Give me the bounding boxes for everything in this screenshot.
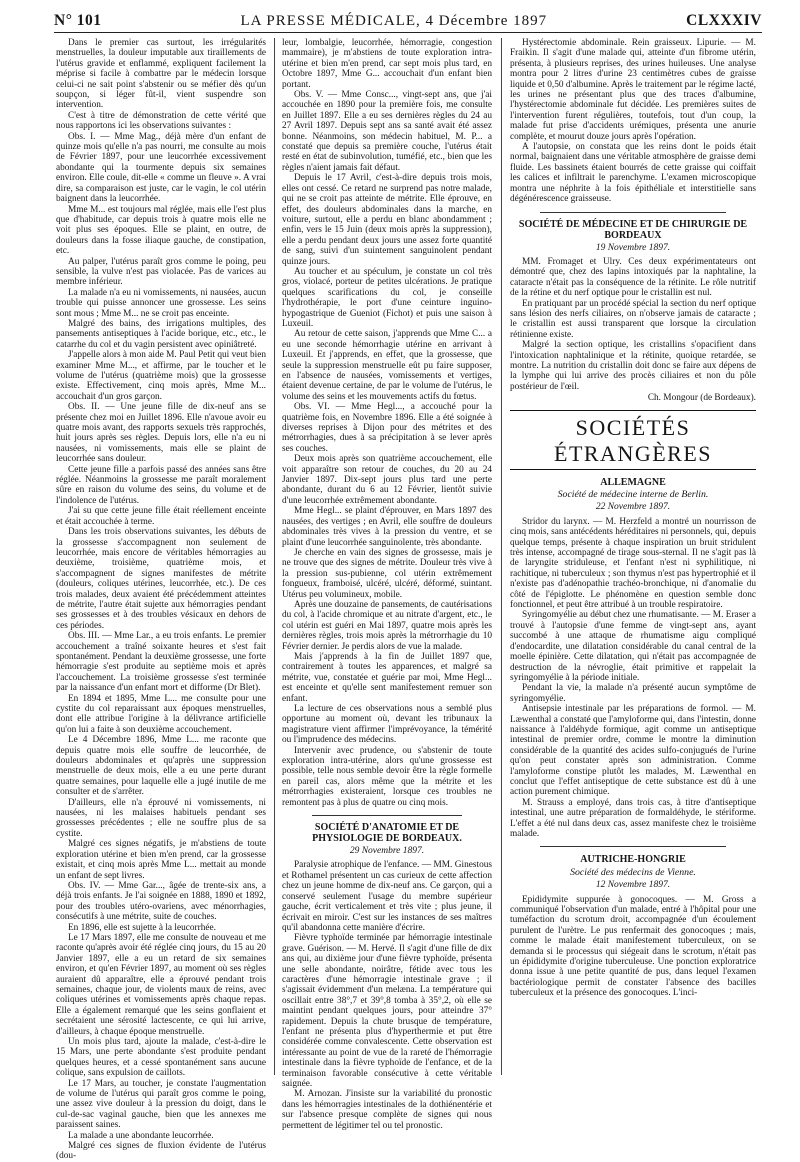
paragraph: La lecture de ces observations nous a semblé plus opportune au moment où, devant les tribunaux la magistrature vient affirmer l'imprévoyance, la témérité ou l'imprudence des médecins. [282,704,492,746]
paragraph: M. Strauss a employé, dans trois cas, à titre d'antiseptique intestinal, une autre préparation de formaldéhyde, le stériforme. L'effet a été nul dans deux cas, assez manifeste chez le troisième malade. [510,797,756,839]
paragraph: En 1896, elle est sujette à la leucorrhée. [68,922,216,933]
issue-number: N° 101 [54,12,102,29]
paragraph: La malade a une abondante leucorrhée. [68,1130,214,1141]
paragraph: La malade n'a eu ni vomissements, ni nausées, aucun trouble qui puisse annoncer une grossesse. Les seins sont mous ; Mme M... ne se croit pas enceinte. [56,287,266,319]
paragraph: Obs. II. — Une jeune fille de dix-neuf ans se présente chez moi en Juillet 1896. Elle n'avoue avoir eu quatre mois avant, des rapports sexuels très rapprochés, huit jours après ses règles. Depuis lors, elle n'a eu ni nausées, ni vomissements, mais elle se plaint de leucorrhée sans douleur. [56,402,266,465]
column-3 [510,38,756,1073]
paragraph: Obs. I. — Mme Mag., déjà mère d'un enfant de quinze mois qu'elle n'a pas nourri, me consulte au mois de Février 1897, pour une leucorrhée excessivement abondante qui la tourmente depuis six semaines environ. Elle coule, dit-elle « comme un fleuve ». A vrai dire, sa comparaison est juste, car le vagin, le col utérin baignent dans la leucorrhée. [56,131,266,205]
paragraph: Je cherche en vain des signes de grossesse, mais je ne trouve que des signes de métrite. Douleur très vive à la pression sus-pubienne, col utérin extrêmement fongueux, framboisé, ulcéré, ulcéré, déformé, suintant. Utérus peu volumineux, mobile. [282,547,492,600]
paragraph: Pendant la vie, la malade n'a présenté aucun symptôme de syringomyélie. [510,683,756,704]
paragraph: Stridor du larynx. — M. Herzfeld a montré un nourrisson de cinq mois, sans antécédents héréditaires ni personnels, qui, depuis quelque temps, présente à chaque inspiration un bruit stridulent très intense, accompagné de tirage sous-sternal. Il ne s'agit pas là de laryngite striduleuse, et l'enfant n'est ni syphilitique, ni rachitique, ni tuberculeux ; son thymus n'est pas hypertrophié et il n'existe pas d'adénopathie trachéo-bronchique, ni d'anomalie du côté de l'épiglotte. Le phénomène en question semble donc fonctionnel, et peut être attribué à un trouble respiratoire. [510,516,756,611]
column-divider [501,38,502,1075]
paragraph: A l'autopsie, on constata que les reins dont le poids était normal, baignaient dans une véritable atmosphère de graisse demi fluide. Les bassinets étaient bourrés de cette graisse qui coiffait les calices et infiltrait le parenchyme. L'examen microscopique montra une néphrite à la fois épithéliale et interstitielle sans dégénérescence graisseuse. [510,142,756,205]
heading-rule [510,469,756,470]
heading-rule [510,410,756,411]
paragraph: Après une douzaine de pansements, de cautérisations du col, à l'acide chromique et au nitrate d'argent, etc., le col utérin est guéri en Mai 1897, quatre mois après les dernières règles, trois mois après la métrorrhagie du 10 Février dernier. Je perdis alors de vue la malade. [282,599,492,652]
paragraph: Mme Hegl... se plaint d'éprouver, en Mars 1897 des nausées, des vertiges ; en Avril, elle souffre de douleurs abdominales très vives à la pression du ventre, et se plaint d'une leucorrhée sanguinolente, très abondante. [282,506,492,548]
paragraph: Le 17 Mars, au toucher, je constate l'augmentation de volume de l'utérus qui paraît gros comme le poing, une assez vive douleur à la pression du doigt, dans le cul-de-sac vaginal gauche, bien que les annexes me paraissent saines. [56,1078,266,1131]
journal-title: LA PRESSE MÉDICALE, 4 Décembre 1897 [240,13,548,29]
paragraph: Au toucher et au spéculum, je constate un col très gros, violacé, porteur de petites ulcérations. Je pratique quelques scarifications du col, je conseille l'hydrothérapie, le port d'une ceinture inguino-hypogastrique de Gueniot (Fichot) et puis une saison à Luxeuil. [282,266,492,329]
paragraph: Depuis le 17 Avril, c'est-à-dire depuis trois mois, elles ont cessé. Ce retard ne surprend pas notre malade, qui ne se croit pas atteinte de métrite. Elle éprouve, en effet, des douleurs abdominales dans la marche, en voiture, surtout, elle a perdu en blanc abondamment ; enfin, vers le 15 Juin (deux mois après la suppression), elle a perdu pendant deux jours une assez forte quantité de sang, suivi d'un suintement sanguinolent pendant quinze jours. [282,173,492,267]
paragraph: Dans le premier cas surtout, les irrégularités menstruelles, la douleur imputable aux tiraillements de l'utérus gravide et enflammé, expliquent facilement la méprise si facile à combattre par le médecin lorsque celui-ci ne sait point s'abstenir ou se méfier dès qu'un soupçon, si léger fût-il, vient suspendre son intervention. [56,38,266,111]
paragraph: Mais j'apprends à la fin de Juillet 1897 que, contrairement à toutes les apparences, et malgré sa métrite, vue, constatée et guérie par moi, Mme Hegl... est enceinte et qu'elle sent manifestement remuer son enfant. [282,651,492,704]
paragraph: Paralysie atrophique de l'enfance. — MM. Ginestous et Rothamel présentent un cas curieux de cette affection chez un jeune homme de dix-neuf ans. Ce garçon, qui a conservé seulement l'usage du membre supérieur gauche, écrit verticalement et très vite ; plus jeune, il écrivait en miroir. C'est sur les instances de ses maîtres qu'il abandonna cette manière d'écrire. [282,860,492,933]
foreign-societies-heading: SOCIÉTÉS ÉTRANGÈRES [554,414,712,466]
page-number: CLXXXIV [686,12,762,29]
section-date: 19 Novembre 1897. [595,242,671,253]
section-date: 12 Novembre 1897. [595,880,671,891]
paragraph: Obs. III. — Mme Lar., a eu trois enfants. Le premier accouchement a traîné soixante heures et s'est fait spontanément. Pendant la deuxième grossesse, une forte hémorragie s'est produite au septième mois et après l'accouchement. La troisième grossesse s'est terminée par la naissance d'un enfant mort et difforme (Dr Blet). [56,631,266,694]
section-title: SOCIÉTÉ D'ANATOMIE ET DE PHYSIOLOGIE DE BORDEAUX. [312,822,462,845]
paragraph: En pratiquant par un procédé spécial la section du nerf optique sans lésion des nerfs ciliaires, on n'observe jamais de cataracte ; le cristallin est aussi transparent que lorsque la circulation rétinienne existe. [510,298,756,340]
column-1 [56,38,266,1162]
paragraph: Mme M... est toujours mal réglée, mais elle l'est plus que d'habitude, car depuis trois à quatre mois elle ne voit plus ses époques. Elle se plaint, en outre, de douleurs dans la fosse iliaque gauche, de constipation, etc. [56,204,266,257]
section-divider [540,846,726,847]
column-divider [274,38,275,1075]
society-name: Société de médecine interne de Berlin. [557,489,709,500]
author-signature: Ch. Mongour (de Bordeaux). [647,393,756,404]
paragraph: Malgré ces signes négatifs, je m'abstiens de toute exploration utérine et bien m'en prend, car la grossesse existait, et cinq mois après Mme L... mettait au monde un enfant de sept livres. [56,839,266,881]
paragraph: Obs. V. — Mme Consc..., vingt-sept ans, que j'ai accouchée en 1890 pour la première fois, me consulte en Juillet 1897. Elle a eu ses dernières règles du 24 au 27 Avril 1897. Depuis sept ans sa santé avait été assez bonne. Néanmoins, son médecin habituel, M. P... a constaté que depuis sa première couche, l'utérus était resté en état de subinvolution, tuméfié, etc., bien que les règles n'aient jamais fait défaut. [282,90,492,173]
section-title: SOCIÉTÉ DE MÉDECINE ET DE CHIRURGIE DE BORDEAUX [518,218,748,241]
paragraph: En 1894 et 1895, Mme L... me consulte pour une cystite du col reparaissant aux époques menstruelles, dont elle attribue l'origine à la délivrance artificielle qu'on lui a faite à son deuxième accouchement. [56,693,266,735]
country-heading: ALLEMAGNE [600,476,666,488]
paragraph: Obs. IV. — Mme Gar..., âgée de trente-six ans, a déjà trois enfants. Je l'ai soignée en 1888, 1890 et 1892, pour des troubles utéro-ovariens, avec ménorrhagies, consécutifs à une métrite, suite de couches. [56,880,266,923]
paragraph: Malgré ces signes de fluxion évidente de l'utérus (dou- [56,1141,266,1162]
paragraph: Epididymite suppurée à gonocoques. — M. Gross a communiqué l'observation d'un malade, entré à l'hôpital pour une tuméfaction du scrotum droit, accompagnée d'un écoulement purulent de l'urètre. Le pus renfermait des gonocoques ; mais, comme le malade était manifestement tuberculeux, on se demanda si le processus qui siégeait dans le scrotum, n'était pas un épididymite d'origine tuberculeuse. Une ponction exploratrice donna issue à une petite quantité de pus, dans lequel l'examen bactériologique permit de constater l'absence des bacilles tuberculeux et la présence des gonocoques. L'inci- [510,894,756,999]
section-divider [540,212,726,213]
section-date: 22 Novembre 1897. [595,502,671,513]
paragraph: J'appelle alors à mon aide M. Paul Petit qui veut bien examiner Mme M..., et affirme, par le toucher et le volume de l'utérus (quatrième mois) que la grossesse existe. Effectivement, cinq mois après, Mme M... accouchait d'un gros garçon. [56,350,266,402]
page-header [54,8,762,30]
paragraph: Fièvre typhoïde terminée par hémorragie intestinale grave. Guérison. — M. Hervé. Il s'agit d'une fille de dix ans qui, au dixième jour d'une fièvre typhoïde, présenta une selle abondante, noirâtre, fétide avec tous les caractères d'une hémorragie intestinale grave ; il s'agissait évidemment d'un melæna. La température qui oscillait entre 38°,7 et 39°,8 tomba à 35°,2, où elle se maintint pendant quelques jours, pour atteindre 37° rapidement. Depuis la chute brusque de température, l'enfant ne présenta plus d'hyperthermie et put être considérée comme convalescente. Cette observation est intéressante au point de vue de la rareté de l'hémorragie intestinale dans la fièvre typhoïde de l'enfance, et de la terminaison favorable consécutive à cette véritable saignée. [282,933,492,1089]
paragraph: Le 4 Décembre 1896, Mme L... me raconte que depuis quatre mois elle souffre de leucorrhée, de douleurs abdominales et qu'après une suppression menstruelle de deux mois, elle a eu une perte durant quatre semaines, pour laquelle elle a jugé inutile de me consulter et de s'arrêter. [56,735,266,798]
paragraph: Antisepsie intestinale par les préparations de formol. — M. Læwenthal a constaté que l'amyloforme qui, dans l'intestin, donne naissance à l'aldéhyde formique, agit comme un antiseptique intestinal de premier ordre, comme le montre la diminution considérable de la quantité des acides sulfo-conjugués de l'urine qu'on peut constater après son administration. Comme l'amyloforme constipe plutôt les malades, M. Læwenthal en conclut que l'effet antiseptique de cette substance est dû à une action purement chimique. [510,704,756,798]
paragraph: MM. Fromaget et Ulry. Ces deux expérimentateurs ont démontré que, chez des lapins intoxiqués par la naphtaline, la cataracte n'était pas la conséquence de la rétinite. Le rôle nutritif de la rétine et du nerf optique pour le cristallin est nul. [510,256,756,299]
country-heading: AUTRICHE-HONGRIE [580,854,686,866]
paragraph: Le 17 Mars 1897, elle me consulte de nouveau et me raconte qu'après avoir été réglée cinq jours, du 15 au 20 Janvier 1897, elle a eu un retard de six semaines environ, et qu'en Février 1897, au moment où ses règles auraient dû apparaître, elle a éprouvé pendant trois semaines, chaque jour, de violents maux de reins, avec coliques utérines et vomissements après chaque repas. Elle a également remarqué que les seins gonflaient et secrétaient une sérosité lactescente, ce qui lui arrive, d'ailleurs, à chaque époque menstruelle. [56,932,266,1037]
society-name: Société des médecins de Vienne. [570,866,696,878]
paragraph: J'ai su que cette jeune fille était réellement enceinte et était accouchée à terme. [56,506,266,527]
paragraph: Au retour de cette saison, j'apprends que Mme C... a eu une seconde hémorrhagie utérine en arrivant à Luxeuil. Et j'apprends, en effet, que la grossesse, que seule la suppression menstruelle eût pu faire supposer, en l'absence de nausées, vomissements et vertiges, étaient devenue certaine, de par le volume de l'utérus, le volume des seins et les mouvements actifs du fœtus. [282,329,492,402]
paragraph: Intervenir avec prudence, ou s'abstenir de toute exploration intra-utérine, alors qu'une grossesse est possible, telle nous semble devoir être la règle formelle en pareil cas, alors même que la métrite et les métrorrhagies existeraient, lorsque ces troubles ne remontent pas à plus de quatre ou cinq mois. [282,745,492,808]
section-divider [312,815,462,816]
header-rule [54,32,762,33]
paragraph: Dans les trois observations suivantes, les débuts de la grossesse s'accompagnent non seulement de leucorrhée, mais encore de véritables hémorragies au deuxième, troisième, quatrième mois, et s'accompagnent de signes manifestes de métrite (douleurs, coliques utérines, leucorrhée, etc.). De ces trois malades, deux avaient été précédemment atteintes de métrite, l'autre était sujette aux hémorragies pendant ses grossesses et à des troubles vésicaux en dehors de ces périodes. [56,527,266,631]
paragraph: leur, lombalgie, leucorrhée, hémorragie, congestion mammaire), je m'abstiens de toute exploration intra-utérine et bien m'en prend, car sept mois plus tard, en Octobre 1897, Mme G... accouchait d'un enfant bien portant. [282,38,492,90]
paragraph: M. Arnozan. J'insiste sur la variabilité du pronostic dans les hémorragies intestinales de la dothiénentérie et sur l'absence presque complète de signes qui nous permettent de légitimer tel ou tel pronostic. [282,1089,492,1131]
paragraph: Cette jeune fille a parfois passé des années sans être réglée. Néanmoins la grossesse me paraît moralement sûre en raison du volume des seins, du volume et de l'indolence de l'utérus. [56,464,266,506]
paragraph: Malgré la section optique, les cristallins s'opacifient dans l'intoxication naphtalinique et la rétinite, quoique retardée, se montre. La nutrition du cristallin doit donc se faire aux dépens de la lymphe qui lui arrive des procès ciliaires et non du pôle postérieur de l'œil. [510,340,756,392]
paragraph: D'ailleurs, elle n'a éprouvé ni vomissements, ni nausées, ni les malaises habituels pendant ses grossesses précédentes ; elle ne souffre plus de sa cystite. [56,797,266,839]
column-2 [282,38,492,1131]
paragraph: C'est à titre de démonstration de cette vérité que nous rapportons ici les observations suivantes : [56,110,266,132]
section-date: 29 Novembre 1897. [349,846,425,857]
paragraph: Malgré des bains, des irrigations multiples, des pansements antiseptiques à l'acide borique, etc., etc., le catarrhe du col et du vagin persistent avec opiniâtreté. [56,318,266,350]
paragraph: Obs. VI. — Mme Hegl..., a accouché pour la quatrième fois, en Novembre 1896. Elle a été soignée à diverses reprises à Dijon pour des métrites et des métrorrhagies, dues à sa précipitation à se lever après ses couches. [282,402,492,454]
paragraph: Hystérectomie abdominale. Rein graisseux. Lipurie. — M. Fraikin. Il s'agit d'une malade qui, atteinte d'un fibrome utérin, présenta, à plusieurs reprises, des urines huileuses. Une analyse montra pour 2 litres d'urine 23 centimètres cubes de graisse liquide et 0,50 d'albumine. Après le traitement par le régime lacté, les urines ne présentant plus que des traces d'albumine, l'hystérectomie abdominale fut décidée. Les premières suites de l'intervention furent régulières, toutefois, tout d'un coup, la malade fut prise d'accidents urémiques, présenta une anurie complète, et mourut douze jours après l'opération. [510,38,756,142]
paragraph: Au palper, l'utérus paraît gros comme le poing, peu sensible, la vulve n'est pas violacée. Pas de varices au membre inférieur. [56,256,266,288]
paragraph: Deux mois après son quatrième accouchement, elle voit apparaître son retour de couches, du 20 au 24 Janvier 1897. Dix-sept jours plus tard une perte abondante, durant du 6 au 12 Février, lientôt suivie d'une leucorrhée extrêmement abondante. [282,454,492,506]
paragraph: Un mois plus tard, ajoute la malade, c'est-à-dire le 15 Mars, une perte abondante s'est produite pendant quelques heures, et a cessé spontanément sans aucune colique, sans expulsion de caillots. [56,1037,266,1079]
paragraph: Syringomyélie au début chez une rhumatisante. — M. Eraser a trouvé à l'autopsie d'une femme de vingt-sept ans, ayant succombé à une attaque de rhumatisme aigu compliqué d'endocardite, une dilatation considérable du canal central de la moelle épinière. Cette dilatation, qui n'était pas accompagnée de destruction de la névroglie, était primitive et rappelait la syringomyélie à la période initiale. [510,610,756,683]
